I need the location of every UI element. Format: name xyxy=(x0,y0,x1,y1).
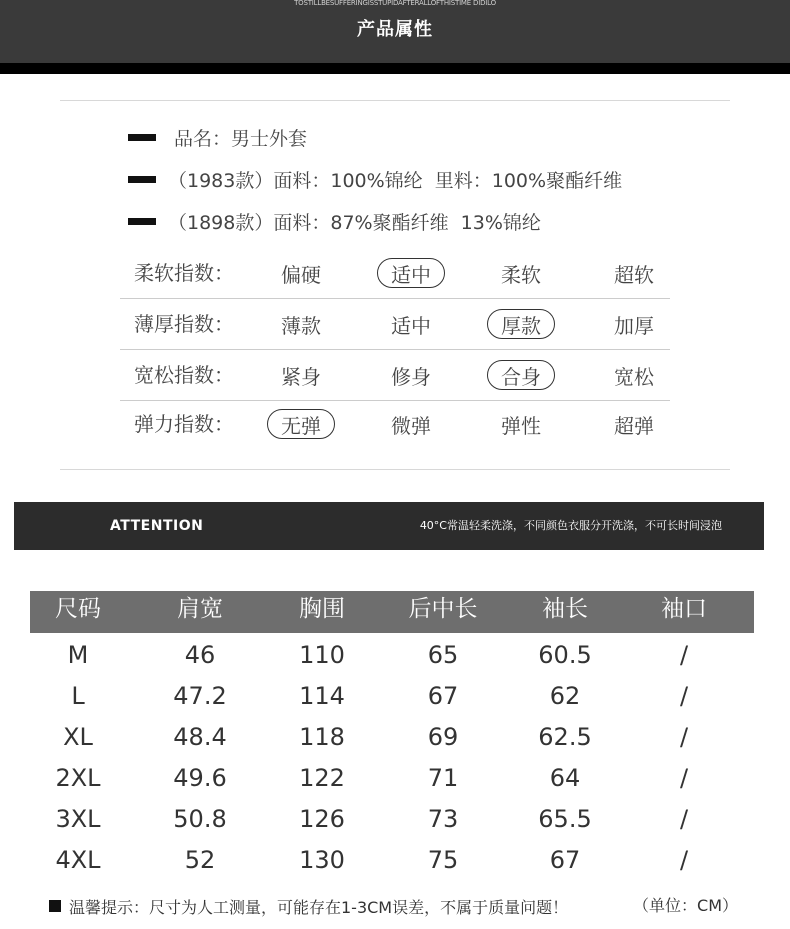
table-row xyxy=(0,758,790,799)
table-cell: 69 xyxy=(427,723,459,751)
table-cell: 46 xyxy=(184,641,216,669)
table-cell: 65 xyxy=(427,641,459,669)
table-cell: 73 xyxy=(427,805,459,833)
index-label: 宽松指数： xyxy=(134,363,234,387)
index-option-selected: 合身 xyxy=(487,360,555,390)
attribute-item-name xyxy=(128,124,307,150)
table-row xyxy=(0,717,790,758)
table-row xyxy=(0,799,790,840)
attribute-text: 品名：男士外套 xyxy=(174,127,308,150)
unit-label: （单位：CM） xyxy=(633,896,738,915)
header-underline xyxy=(0,63,790,74)
table-cell: XL xyxy=(63,723,93,751)
index-option-selected: 适中 xyxy=(377,258,445,288)
table-cell: 3XL xyxy=(55,805,101,833)
index-option-selected: 无弹 xyxy=(267,409,335,439)
table-cell: 62 xyxy=(549,682,581,710)
table-cell: 49.6 xyxy=(173,764,227,792)
table-cell: 50.8 xyxy=(173,805,227,833)
table-cell: 67 xyxy=(549,846,581,874)
bullet-mark xyxy=(128,176,156,183)
table-cell: 130 xyxy=(299,846,345,874)
divider-top xyxy=(60,100,730,101)
divider-bottom xyxy=(60,469,730,470)
index-option: 修身 xyxy=(391,364,431,389)
square-bullet-icon xyxy=(49,900,61,912)
page-title: 产品属性 xyxy=(357,19,433,40)
attribute-text: （1983款）面料：100%锦纶 里料：100%聚酯纤维 xyxy=(168,169,623,192)
column-header: 后中长 xyxy=(408,596,478,622)
table-cell: 65.5 xyxy=(538,805,592,833)
index-option: 紧身 xyxy=(281,364,321,389)
table-cell: 126 xyxy=(299,805,345,833)
index-row-thickness xyxy=(120,299,670,350)
table-cell: 48.4 xyxy=(173,723,227,751)
table-cell: 110 xyxy=(299,641,345,669)
index-option: 超软 xyxy=(614,262,654,287)
table-cell: / xyxy=(679,641,689,669)
table-cell: 4XL xyxy=(55,846,101,874)
table-cell: 64 xyxy=(549,764,581,792)
table-cell: 67 xyxy=(427,682,459,710)
table-row xyxy=(0,676,790,717)
index-option: 微弹 xyxy=(391,413,431,438)
index-option: 薄款 xyxy=(281,313,321,338)
table-cell: 62.5 xyxy=(538,723,592,751)
index-option: 适中 xyxy=(391,313,431,338)
index-row-softness xyxy=(120,248,670,299)
table-cell: 2XL xyxy=(55,764,101,792)
bullet-mark xyxy=(128,218,156,225)
attention-note: 40°C常温轻柔洗涤，不同颜色衣服分开洗涤，不可长时间浸泡 xyxy=(419,519,722,532)
column-header: 袖口 xyxy=(661,596,707,622)
table-cell: 52 xyxy=(184,846,216,874)
index-row-fit xyxy=(120,350,670,401)
footer-note xyxy=(49,893,568,919)
table-cell: L xyxy=(71,682,85,710)
index-option: 加厚 xyxy=(614,313,654,338)
table-cell: 75 xyxy=(427,846,459,874)
attribute-item-1898 xyxy=(128,208,541,234)
attribute-text: （1898款）面料：87%聚酯纤维 13%锦纶 xyxy=(168,211,541,234)
index-option: 宽松 xyxy=(614,364,654,389)
column-header: 肩宽 xyxy=(177,596,223,622)
column-header: 胸围 xyxy=(299,596,345,622)
table-cell: 118 xyxy=(299,723,345,751)
index-label: 柔软指数： xyxy=(134,261,234,285)
table-cell: 114 xyxy=(299,682,345,710)
table-cell: M xyxy=(67,641,89,669)
table-cell: / xyxy=(679,805,689,833)
column-header: 尺码 xyxy=(55,596,101,622)
table-cell: / xyxy=(679,764,689,792)
column-header: 袖长 xyxy=(542,596,588,622)
footer-note-text: 温馨提示：尺寸为人工测量，可能存在1-3CM误差，不属于质量问题！ xyxy=(69,897,569,917)
table-cell: 60.5 xyxy=(538,641,592,669)
table-row xyxy=(0,635,790,676)
header-bar xyxy=(0,0,790,63)
attention-title: ATTENTION xyxy=(110,518,204,534)
table-cell: / xyxy=(679,723,689,751)
size-table-header xyxy=(30,591,754,633)
index-label: 弹力指数： xyxy=(134,412,234,436)
index-row-elasticity xyxy=(120,399,670,450)
table-row xyxy=(0,840,790,881)
index-option: 偏硬 xyxy=(281,262,321,287)
table-cell: / xyxy=(679,682,689,710)
table-cell: 71 xyxy=(427,764,459,792)
header-tagline: TOSTILLBESUFFERINGISSTUPIDAFTERALLOFTHISTIME DIDILO xyxy=(294,0,496,7)
attention-banner xyxy=(14,502,764,550)
index-option: 超弹 xyxy=(614,413,654,438)
index-option: 柔软 xyxy=(501,262,541,287)
index-option: 弹性 xyxy=(501,413,541,438)
bullet-mark xyxy=(128,134,156,141)
table-cell: 122 xyxy=(299,764,345,792)
table-cell: / xyxy=(679,846,689,874)
index-option-selected: 厚款 xyxy=(487,309,555,339)
index-label: 薄厚指数： xyxy=(134,312,234,336)
table-cell: 47.2 xyxy=(173,682,227,710)
attribute-item-1983 xyxy=(128,166,622,192)
